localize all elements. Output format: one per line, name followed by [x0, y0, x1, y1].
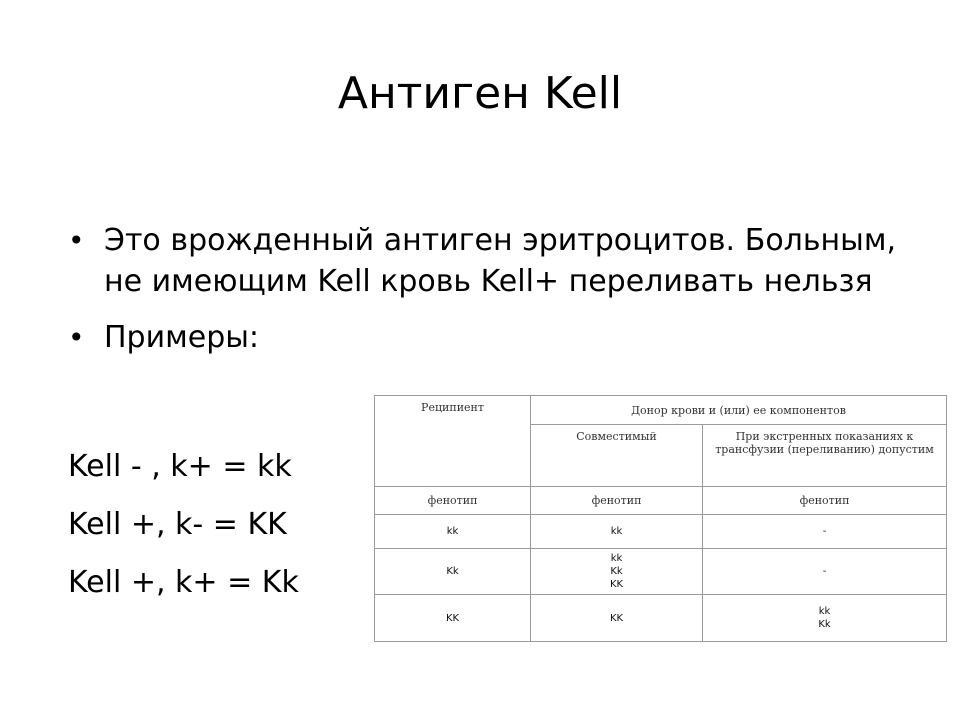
- bullet-item: [68, 220, 896, 302]
- table-row: [375, 515, 947, 549]
- recipient-cell: kk: [375, 515, 531, 549]
- emergency-header: При экстренных показаниях к трансфузии (переливанию) допустим: [703, 425, 947, 487]
- compatible-cell: kk: [531, 515, 703, 549]
- recipient-cell: KK: [375, 595, 531, 642]
- phenotype-label: фенотип: [703, 487, 947, 515]
- example-line: Kell - , k+ = kk: [68, 449, 292, 484]
- bullet-list: [68, 220, 896, 358]
- compatible-header: Совместимый: [531, 425, 703, 487]
- table-row: [375, 595, 947, 642]
- bullet-item: [68, 317, 896, 358]
- compatibility-table: [374, 395, 947, 642]
- emergency-cell: -: [703, 549, 947, 595]
- recipient-header: Реципиент: [375, 396, 531, 487]
- phenotype-label: фенотип: [375, 487, 531, 515]
- donor-header: Донор крови и (или) ее компонентов: [531, 396, 947, 425]
- compatible-cell: kk Kk KK: [531, 549, 703, 595]
- bullet-text: Примеры:: [104, 320, 260, 355]
- bullet-icon: •: [68, 224, 85, 257]
- example-line: Kell +, k+ = Kk: [68, 565, 299, 600]
- phenotype-label: фенотип: [531, 487, 703, 515]
- bullet-icon: •: [68, 321, 85, 354]
- table-header-row: [375, 396, 947, 425]
- recipient-cell: Kk: [375, 549, 531, 595]
- example-line: Kell +, k- = KK: [68, 507, 287, 542]
- table-row: [375, 549, 947, 595]
- emergency-cell: kk Kk: [703, 595, 947, 642]
- examples-list: [68, 446, 299, 620]
- emergency-cell: -: [703, 515, 947, 549]
- compatible-cell: KK: [531, 595, 703, 642]
- bullet-text: Это врожденный антиген эритроцитов. Больным, не имеющим Kell кровь Kell+ переливать нельзя: [104, 223, 896, 299]
- slide-title: Антиген Kell: [337, 68, 623, 119]
- phenotype-row: [375, 487, 947, 515]
